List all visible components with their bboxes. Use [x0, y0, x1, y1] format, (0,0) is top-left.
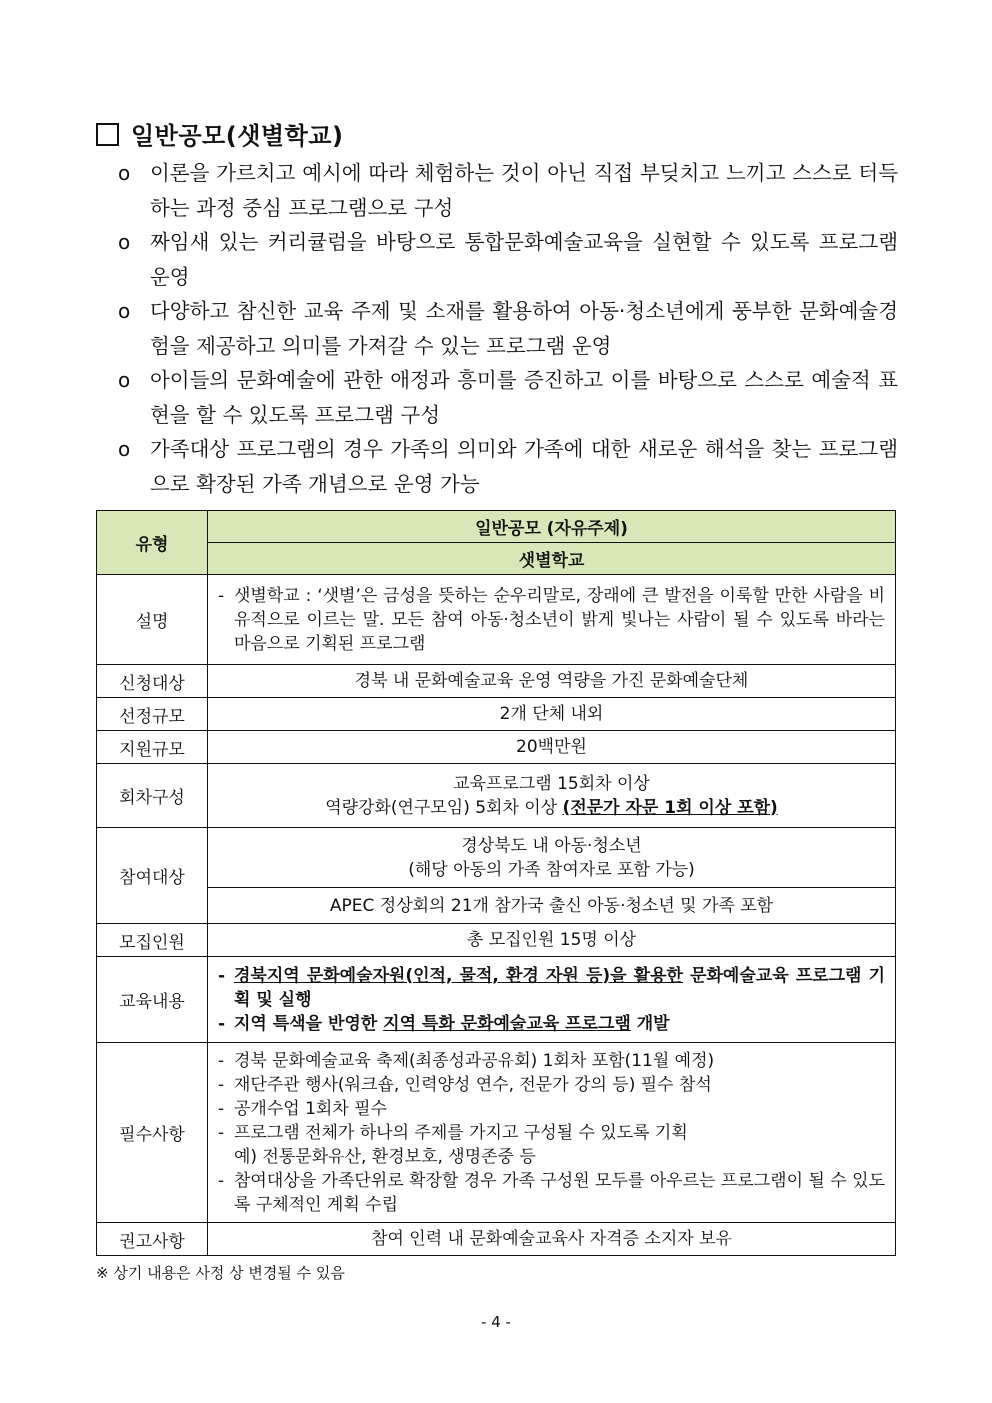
bullet-text: 가족대상 프로그램의 경우 가족의 의미와 가족에 대한 새로운 해석을 찾는 프로그램으로 확장된 가족 개념으로 운영 가능	[150, 437, 898, 496]
content-cell	[208, 957, 896, 1043]
selection-label: 선정규모	[97, 698, 208, 731]
section-title	[96, 116, 343, 151]
bullet-text: 짜임새 있는 커리큘럼을 바탕으로 통합문화예술교육을 실현할 수 있도록 프로그램 운영	[150, 230, 898, 289]
category-header: 일반공모 (자유주제)	[208, 511, 896, 543]
recruit-value: 총 모집인원 15명 이상	[208, 924, 896, 957]
support-label: 지원규모	[97, 731, 208, 764]
bullet-list	[118, 156, 898, 501]
sessions-line1: 교육프로그램 15회차 이상	[453, 773, 650, 794]
bullet-item	[118, 225, 898, 294]
program-header: 샛별학교	[208, 543, 896, 575]
bullet-text: 아이들의 문화예술에 관한 애정과 흥미를 증진하고 이를 바탕으로 스스로 예술적 표현을 할 수 있도록 프로그램 구성	[150, 368, 898, 427]
sessions-cell	[208, 764, 896, 828]
bullet-item	[118, 363, 898, 432]
participants-label: 참여대상	[97, 828, 208, 924]
recommend-value: 참여 인력 내 문화예술교육사 자격증 소지자 보유	[208, 1223, 896, 1256]
type-header: 유형	[97, 511, 208, 575]
content-item: - 지역 특색을 반영한 지역 특화 문화예술교육 프로그램 개발	[218, 1013, 670, 1034]
applicant-label: 신청대상	[97, 665, 208, 698]
program-table	[96, 510, 896, 1256]
recommend-label: 권고사항	[97, 1223, 208, 1256]
required-item: - 참여대상을 가족단위로 확장할 경우 가족 구성원 모두를 아우르는 프로그램이 될 수 있도록 구체적인 계획 수립	[218, 1170, 885, 1215]
sessions-line2: 역량강화(연구모임) 5회차 이상 (전문가 자문 1회 이상 포함)	[325, 797, 778, 818]
bullet-item	[118, 294, 898, 363]
required-example: 예) 전통문화유산, 환경보호, 생명존중 등	[234, 1146, 536, 1167]
participants-line1: 경상북도 내 아동·청소년	[461, 835, 642, 856]
content-label: 교육내용	[97, 957, 208, 1043]
required-cell	[208, 1043, 896, 1223]
sessions-emphasis: (전문가 자문 1회 이상 포함)	[562, 797, 778, 818]
description-cell	[208, 575, 896, 665]
checkbox-square-icon	[96, 123, 119, 146]
footnote: ※ 상기 내용은 사정 상 변경될 수 있음	[96, 1264, 345, 1282]
description-label: 설명	[97, 575, 208, 665]
support-value: 20백만원	[208, 731, 896, 764]
required-item: - 프로그램 전체가 하나의 주제를 가지고 구성될 수 있도록 기획 예) 전통문화유산, 환경보호, 생명존중 등	[218, 1122, 688, 1167]
bullet-marker: o	[118, 161, 131, 185]
required-item: - 재단주관 행사(워크숍, 인력양성 연수, 전문가 강의 등) 필수 참석	[218, 1074, 712, 1095]
applicant-value: 경북 내 문화예술교육 운영 역량을 가진 문화예술단체	[208, 665, 896, 698]
required-label: 필수사항	[97, 1043, 208, 1223]
page-number: - 4 -	[481, 1313, 511, 1331]
recruit-label: 모집인원	[97, 924, 208, 957]
participants-cell	[208, 828, 896, 888]
participants-line2: (해당 아동의 가족 참여자로 포함 가능)	[408, 859, 695, 880]
description-text: - 샛별학교 : ‘샛별’은 금성을 뜻하는 순우리말로, 장래에 큰 발전을 이룩할 만한 사람을 비유적으로 이르는 말. 모든 참여 아동·청소년이 밝게 빛나는 사람이 될 수 있도록 바라는 마음으로 기획된 프로그램	[218, 585, 885, 654]
bullet-item	[118, 156, 898, 225]
bullet-text: 다양하고 참신한 교육 주제 및 소재를 활용하여 아동·청소년에게 풍부한 문화예술경험을 제공하고 의미를 가져갈 수 있는 프로그램 운영	[150, 299, 898, 358]
bullet-item	[118, 432, 898, 501]
section-title-text: 일반공모(샛별학교)	[131, 122, 344, 150]
bullet-marker: o	[118, 299, 131, 323]
bullet-marker: o	[118, 230, 131, 254]
required-item: - 공개수업 1회차 필수	[218, 1098, 387, 1119]
content-item: - 경북지역 문화예술자원(인적, 물적, 환경 자원 등)을 활용한 문화예술교육 프로그램 기획 및 실행	[218, 965, 885, 1010]
selection-value: 2개 단체 내외	[208, 698, 896, 731]
sessions-label: 회차구성	[97, 764, 208, 828]
required-item: - 경북 문화예술교육 축제(최종성과공유회) 1회차 포함(11월 예정)	[218, 1050, 715, 1071]
bullet-text: 이론을 가르치고 예시에 따라 체험하는 것이 아닌 직접 부딪치고 느끼고 스스로 터득하는 과정 중심 프로그램으로 구성	[150, 161, 898, 220]
bullet-marker: o	[118, 437, 131, 461]
bullet-marker: o	[118, 368, 131, 392]
participants-line3: APEC 정상회의 21개 참가국 출신 아동·청소년 및 가족 포함	[208, 888, 896, 924]
